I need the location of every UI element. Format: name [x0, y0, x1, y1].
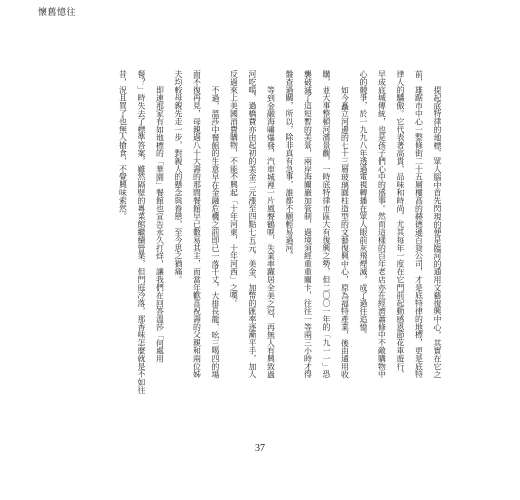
text-line: 前，雄踞市中心一整條街二十五層樓高的赫德遜百貨公司，才是底特律的地標，更是底特	[414, 70, 424, 379]
text-line: 餐？」時失去了標準答案，雖然隔壁的粵菜館繼續營業，但門庭冷落，那香味怎麼就是不如往	[137, 70, 146, 394]
running-header: 懷舊憶往	[38, 8, 77, 18]
body-text	[113, 70, 446, 394]
text-line: 購，並大事整頓河濱景觀，一時底特律市區大有復興之勢，但二〇〇一年的「九一一」恐	[322, 70, 331, 379]
paragraph-5	[113, 70, 169, 394]
paragraph-1	[354, 70, 447, 386]
text-line: 等到金融海嘯爆發，汽車城裡一片風聲鶴唳，失業率躍居全美之冠，再無人有興致過	[266, 85, 276, 379]
text-line: 昔，況且買了也無人搶食，不覺興味索然。	[118, 70, 128, 221]
text-line: 河吃喝，過橋費亦由起初的美金二元漲至四點七五元，美金、加幣的匯率逐漸平手，加人	[248, 70, 257, 379]
text-line: 提起底特律的地標，眾人腦中首先閃現的便是臨河的通用文藝復興中心，其實在它之	[433, 85, 442, 379]
text-line: 夫均較母親先走一步，對親人的懸念與眷戀，至今思之猶痛。	[174, 70, 183, 284]
text-line: 心的競爭，於一九九八年透過電視轉播在眾人眼前灰飛煙滅，成了過往追憶。	[359, 70, 368, 339]
text-line: 盤查過關，所以，除非真有急事，誰都不願輕易過河。	[285, 70, 294, 260]
text-line: 不過，溫莎中餐館的生意早在金融危機之前即已一落千丈，大排長龍、吆三喝四的場	[211, 85, 220, 379]
paragraph-4	[169, 70, 225, 386]
paragraph-3	[224, 70, 280, 386]
text-line: 面不復再見，母親過八十大壽的那間餐館早已數易其主，而當年歡喜祝壽的父親和兩位姊	[192, 70, 202, 379]
paragraph-2	[280, 70, 354, 386]
text-line: 早成底城傳統，也是孩子們心中的盛事。然而這樣的百年老店亦在經濟蕭條中不敵購物中	[377, 70, 387, 379]
text-line: 即連那家有如地標的「華園」餐館也宣告永久打烊，讓我們在回答溫莎「何處用	[155, 85, 165, 363]
page-number: 37	[255, 443, 265, 454]
text-line: 反過來上美國消費購物，不能不興起「十年河東，十年河西」之嘆。	[229, 70, 239, 307]
text-line: 如今矗立河邊的七十三層玻璃圓柱造型的文藝復興中心，原為福特產業，後由通用收	[340, 85, 350, 379]
text-line: 律人的驕傲。它代表著高貴、品味和時尚，尤其每年一度在它門前起動感恩節花車遊行，	[396, 70, 405, 379]
text-line: 襲破滅了這短暫的美景，兩岸海關嚴加管制，過境須經重重關卡，往往一等兩三小時才得	[303, 70, 313, 379]
